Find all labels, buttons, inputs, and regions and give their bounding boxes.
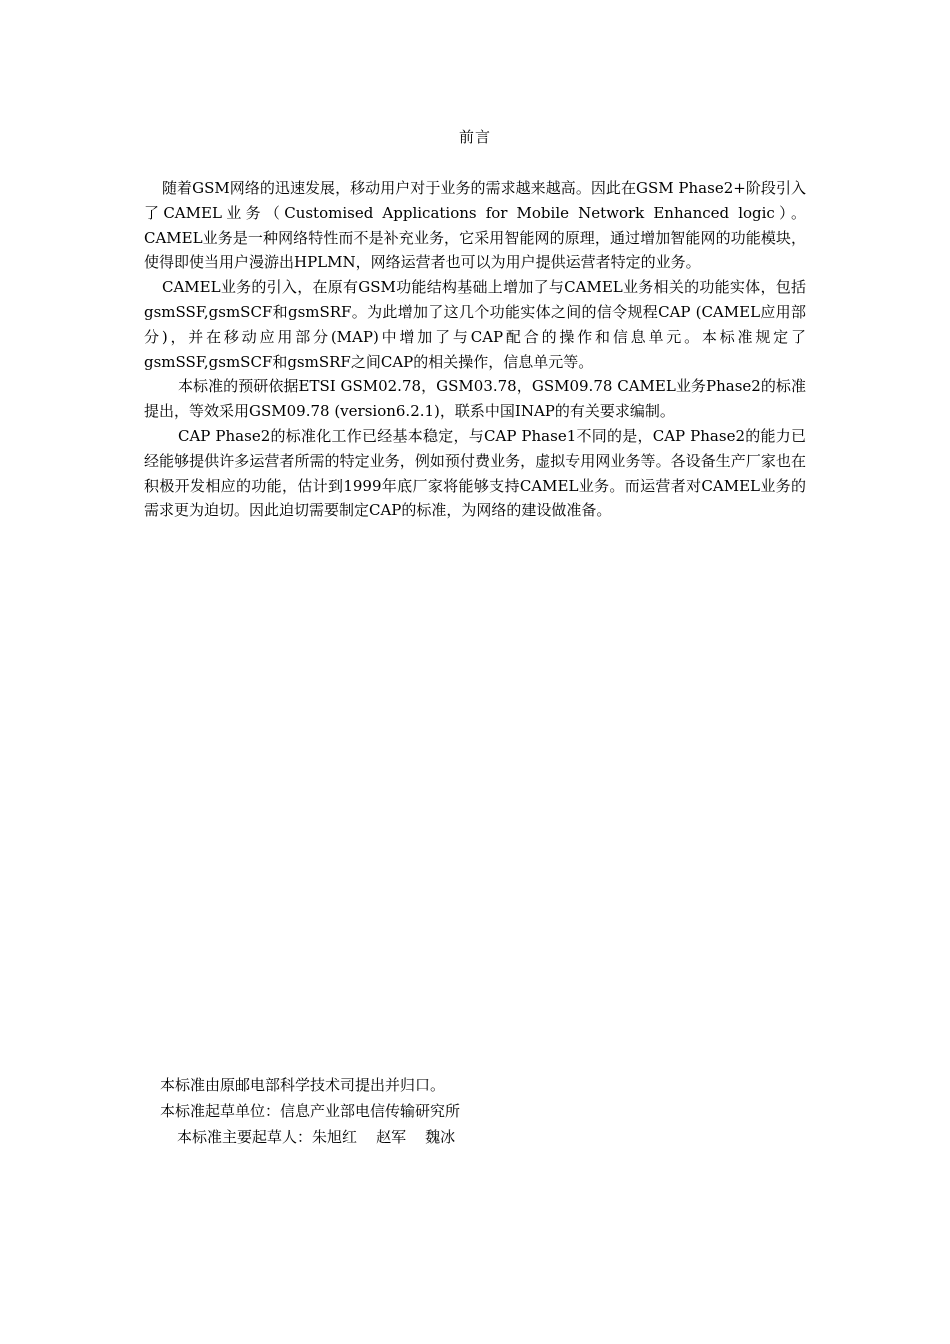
proposer-note: 本标准由原邮电部科学技术司提出并归口。 <box>160 1076 446 1094</box>
paragraph-4: CAP Phase2的标准化工作已经基本稳定，与CAP Phase1不同的是，CAP Phase2的能力已经能够提供许多运营者所需的特定业务，例如预付费业务，虚拟专用网业务等。各设备生产厂家也在积极开发相应的功能，估计到1999年底厂家将能够支持CAMEL业务。而运营者对CAMEL业务的需求更为迫切。因此迫切需要制定CAP的标准，为网络的建设做准备。 <box>144 426 806 520</box>
paragraph-3: 本标准的预研依据ETSI GSM02.78，GSM03.78，GSM09.78 CAMEL业务Phase2的标准提出，等效采用GSM09.78 (version6.2.1)，联系中国INAP的有关要求编制。 <box>144 377 806 421</box>
paragraph-1: 随着GSM网络的迅速发展，移动用户对于业务的需求越来越高。因此在GSM Phase2+阶段引入了CAMEL业务（Customised Applications for Mobile Network Enhanced logic）。CAMEL业务是一种网络特性而不是补充业务，它采用智能网的原理，通过增加智能网的功能模块，使得即使当用户漫游出HPLMN，网络运营者也可以为用户提供运营者特定的业务。 <box>144 179 806 272</box>
foreword-body <box>144 176 806 523</box>
paragraph-2: CAMEL业务的引入，在原有GSM功能结构基础上增加了与CAMEL业务相关的功能实体，包括gsmSSF,gsmSCF和gsmSRF。为此增加了这几个功能实体之间的信令规程CAP (CAMEL应用部分)，并在移动应用部分(MAP)中增加了与CAP配合的操作和信息单元。本标准规定了gsmSSF,gsmSCF和gsmSRF之间CAP的相关操作，信息单元等。 <box>144 278 806 371</box>
page-title: 前言 <box>458 128 491 146</box>
drafters-note: 本标准主要起草人：朱旭红 赵军 魏冰 <box>177 1128 456 1146</box>
standard-credits <box>160 1072 780 1150</box>
drafting-unit-note: 本标准起草单位：信息产业部电信传输研究所 <box>160 1102 461 1120</box>
